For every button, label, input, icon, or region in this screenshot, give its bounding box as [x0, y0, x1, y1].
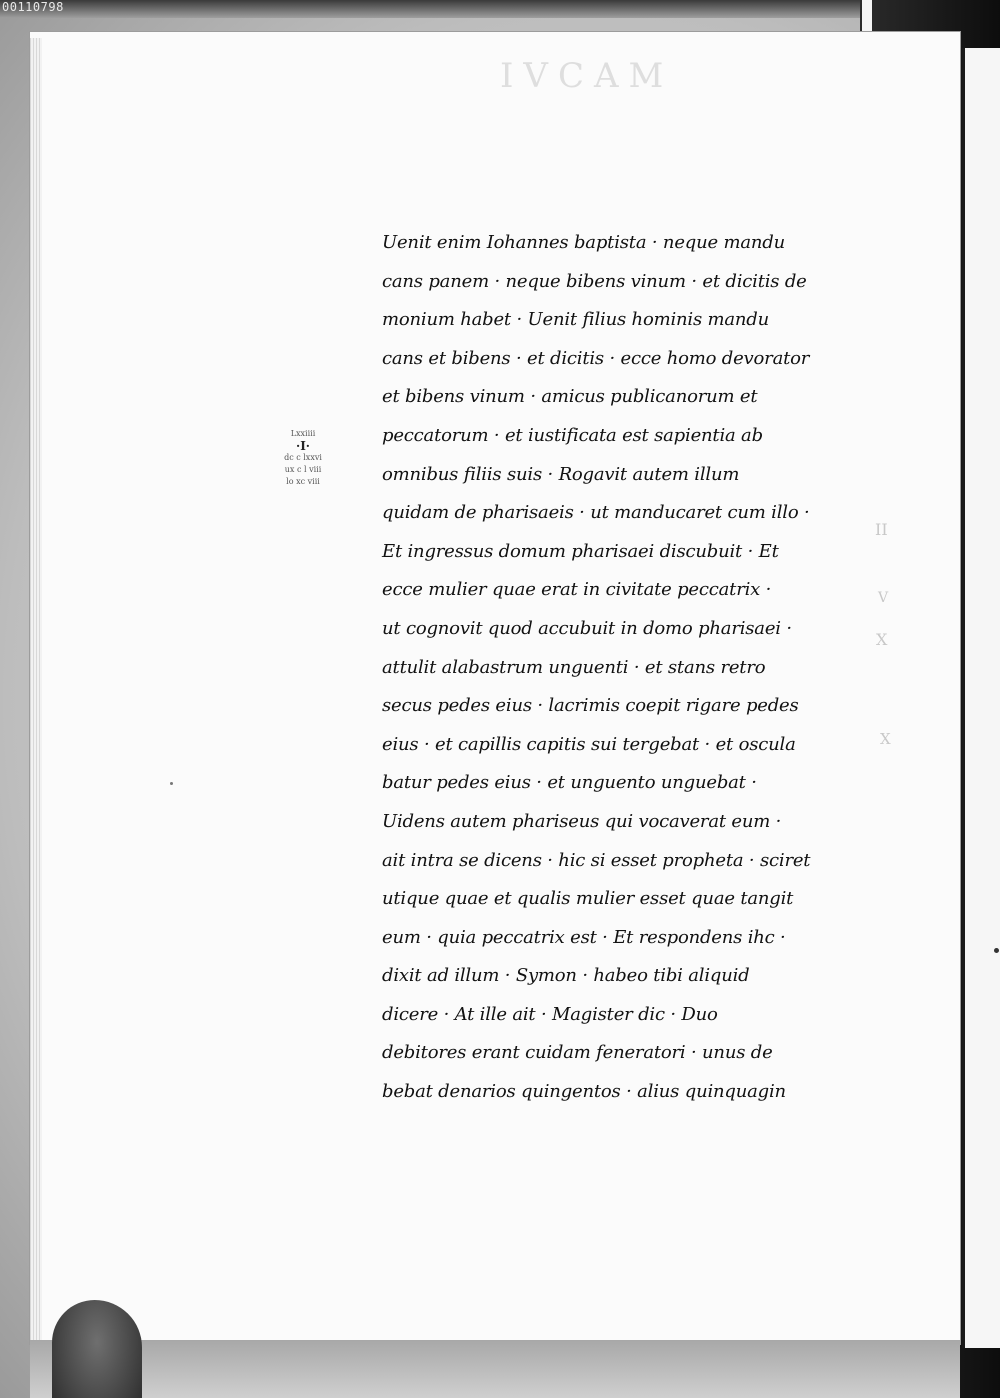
text-line: quidam de pharisaeis · ut manducaret cum illo · — [382, 502, 810, 524]
page-speck — [994, 948, 999, 953]
text-line: et bibens vinum · amicus publicanorum et — [382, 386, 758, 408]
text-line: peccatorum · et iustificata est sapientia ab — [382, 424, 763, 446]
text-line: bebat denarios quingentos · alius quinquagin — [382, 1081, 786, 1103]
page-stack-edges — [30, 38, 42, 1342]
text-line: dixit ad illum · Symon · habeo tibi aliquid — [382, 965, 750, 987]
scanner-top-edge — [0, 0, 1000, 18]
facing-showthrough-mark: X — [876, 630, 888, 649]
scan-id-label: 00110798 — [2, 0, 64, 14]
marginal-canon-note — [268, 428, 338, 488]
facing-page-edge — [962, 48, 1000, 1348]
text-line: omnibus filiis suis · Rogavit autem illum — [382, 463, 740, 485]
text-line: ecce mulier quae erat in civitate peccatrix · — [382, 579, 772, 601]
text-line: eius · et capillis capitis sui tergebat · et oscula — [382, 733, 796, 755]
facing-showthrough-mark: V — [878, 590, 889, 606]
margin-note-line: dc c lxxvi — [284, 453, 322, 462]
text-line: dicere · At ille ait · Magister dic · Duo — [382, 1003, 718, 1025]
text-line: Uenit enim Iohannes baptista · neque mandu — [382, 232, 785, 253]
text-line: debitores erant cuidam feneratori · unus de — [382, 1042, 773, 1064]
text-line: ut cognovit quod accubuit in domo pharisaei · — [382, 617, 792, 639]
facing-showthrough-mark: II — [875, 520, 888, 539]
text-line: secus pedes eius · lacrimis coepit rigare pedes — [382, 695, 799, 717]
margin-note-line: lo xc viii — [286, 477, 320, 486]
text-line: Et ingressus domum pharisaei discubuit · Et — [382, 540, 779, 562]
page-bottom-shadow — [30, 1340, 960, 1398]
text-line: utique quae et qualis mulier esset quae tangit — [382, 888, 794, 910]
main-text-block — [382, 224, 852, 1112]
text-line: ait intra se dicens · hic si esset propheta · sciret — [382, 849, 811, 871]
facing-showthrough-mark: X — [880, 730, 891, 748]
text-line: cans panem · neque bibens vinum · et dicitis de — [382, 270, 807, 292]
text-line: eum · quia peccatrix est · Et respondens ihc · — [382, 926, 786, 948]
margin-note-line: ·I· — [296, 439, 310, 453]
text-line: monium habet · Uenit filius hominis mandu — [382, 309, 770, 331]
text-line: attulit alabastrum unguenti · et stans retro — [382, 656, 766, 678]
margin-note-line: Lxxiiii — [290, 429, 316, 438]
text-line: cans et bibens · et dicitis · ecce homo devorator — [382, 347, 810, 369]
text-line: Uidens autem phariseus qui vocaverat eum · — [382, 810, 782, 832]
holding-thumb — [52, 1300, 142, 1398]
page-speck — [170, 782, 173, 785]
running-head-showthrough: IVCAM — [500, 56, 674, 96]
text-line: batur pedes eius · et unguento unguebat · — [382, 772, 757, 794]
margin-note-line: ux c l viii — [284, 465, 322, 474]
